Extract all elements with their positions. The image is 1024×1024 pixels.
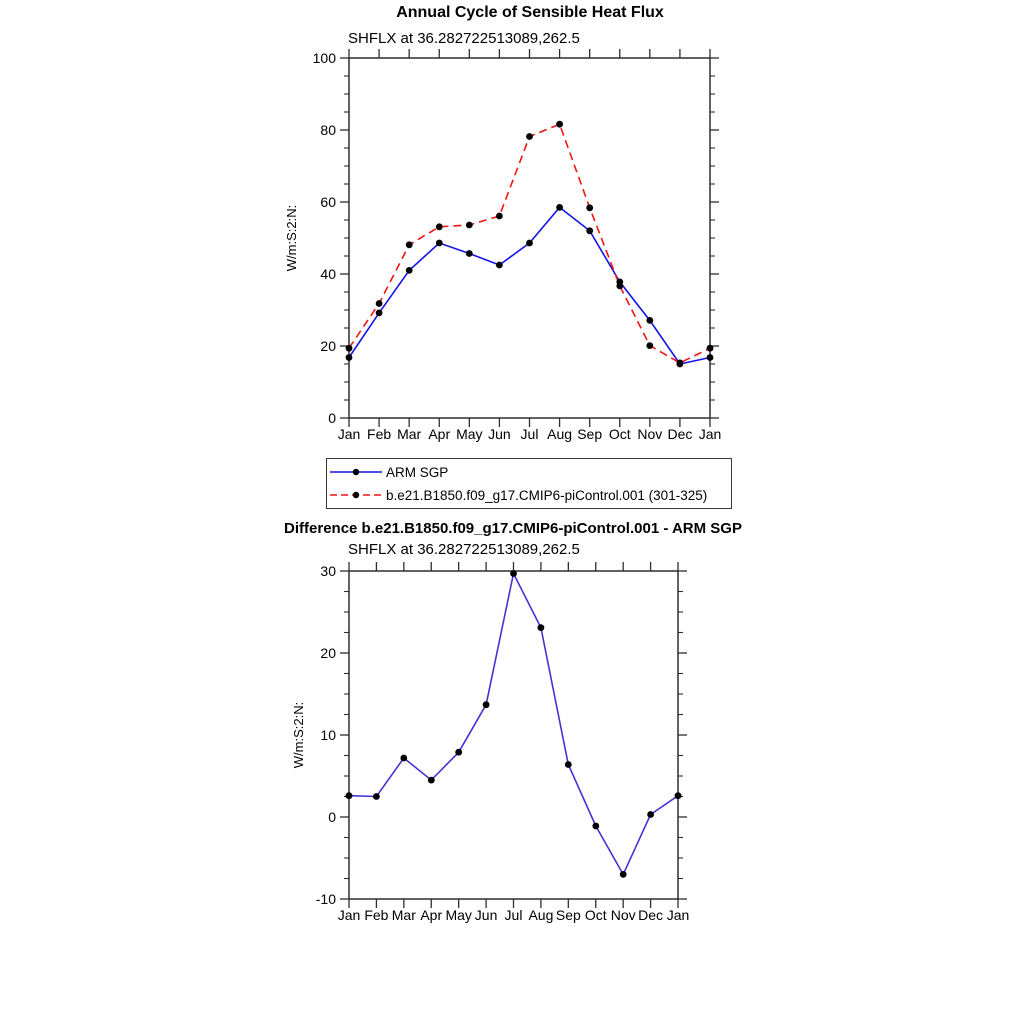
x-month-label: Oct bbox=[584, 907, 607, 923]
data-point-marker bbox=[707, 354, 714, 361]
y-tick-label: 30 bbox=[320, 562, 336, 579]
x-month-label: May bbox=[445, 907, 472, 923]
y-tick-label: 0 bbox=[328, 409, 336, 426]
solid-line-sample-icon bbox=[329, 465, 383, 479]
legend-label: b.e21.B1850.f09_g17.CMIP6-piControl.001 (301-325) bbox=[386, 487, 708, 503]
data-point-marker bbox=[466, 250, 473, 257]
data-point-marker bbox=[675, 792, 682, 799]
x-month-label: Feb bbox=[364, 907, 389, 923]
data-point-marker bbox=[646, 317, 653, 324]
y-tick-label: 40 bbox=[320, 265, 336, 282]
x-month-label: Apr bbox=[420, 907, 443, 923]
y-tick-label: 60 bbox=[320, 193, 336, 210]
data-point-marker bbox=[496, 213, 503, 220]
x-month-label: Apr bbox=[428, 426, 451, 442]
data-point-marker bbox=[565, 761, 572, 768]
data-point-marker bbox=[592, 823, 599, 830]
x-month-label: Jan bbox=[698, 426, 722, 442]
x-month-label: Sep bbox=[577, 426, 603, 442]
legend-marker-dot bbox=[353, 492, 359, 498]
data-point-marker bbox=[436, 240, 443, 247]
data-point-marker bbox=[586, 204, 593, 211]
data-point-marker bbox=[346, 345, 353, 352]
data-point-marker bbox=[466, 222, 473, 229]
x-month-label: Aug bbox=[547, 426, 573, 442]
data-point-marker bbox=[556, 121, 563, 128]
data-point-marker bbox=[620, 871, 627, 878]
data-point-marker bbox=[373, 793, 380, 800]
top-chart-subtitle: SHFLX at 36.282722513089,262.5 bbox=[348, 30, 580, 47]
data-point-marker bbox=[496, 262, 503, 269]
x-month-label: Nov bbox=[610, 907, 636, 923]
data-point-marker bbox=[376, 300, 383, 307]
x-month-label: Jan bbox=[337, 907, 361, 923]
legend-marker-dot bbox=[353, 469, 359, 475]
series-line-0 bbox=[349, 574, 678, 875]
data-point-marker bbox=[428, 777, 435, 784]
data-point-marker bbox=[510, 570, 517, 577]
data-point-marker bbox=[677, 360, 684, 367]
x-month-label: Jun bbox=[488, 426, 511, 442]
x-month-label: Aug bbox=[528, 907, 554, 923]
y-tick-label: 80 bbox=[320, 121, 336, 138]
y-tick-label: 10 bbox=[320, 726, 336, 743]
data-point-marker bbox=[406, 241, 413, 248]
data-point-marker bbox=[526, 133, 533, 140]
x-month-label: Feb bbox=[367, 426, 392, 442]
data-point-marker bbox=[526, 240, 533, 247]
data-point-marker bbox=[646, 342, 653, 349]
x-month-label: Jul bbox=[504, 907, 523, 923]
x-month-label: Dec bbox=[638, 907, 664, 923]
data-point-marker bbox=[647, 811, 654, 818]
data-point-marker bbox=[586, 227, 593, 234]
x-month-label: Mar bbox=[391, 907, 416, 923]
y-tick-label: 100 bbox=[312, 49, 336, 66]
legend-item-1 bbox=[327, 484, 731, 507]
x-month-label: Jan bbox=[666, 907, 690, 923]
plot-frame bbox=[349, 58, 710, 418]
data-point-marker bbox=[400, 755, 407, 762]
data-point-marker bbox=[483, 701, 490, 708]
data-point-marker bbox=[436, 223, 443, 230]
y-axis-title: W/m:S:2:N: bbox=[291, 701, 306, 769]
y-tick-label: -10 bbox=[315, 890, 336, 907]
bottom-chart-title: Difference b.e21.B1850.f09_g17.CMIP6-piControl.001 - ARM SGP bbox=[284, 520, 742, 537]
legend-label: ARM SGP bbox=[386, 464, 449, 480]
x-month-label: Jul bbox=[520, 426, 539, 442]
y-tick-label: 20 bbox=[320, 337, 336, 354]
data-point-marker bbox=[538, 624, 545, 631]
data-point-marker bbox=[376, 310, 383, 317]
bottom-chart-subtitle: SHFLX at 36.282722513089,262.5 bbox=[348, 541, 580, 558]
series-line-0 bbox=[349, 207, 710, 364]
data-point-marker bbox=[707, 345, 714, 352]
x-month-label: Jun bbox=[474, 907, 498, 923]
x-month-label: Oct bbox=[608, 426, 631, 442]
legend-item-0 bbox=[327, 461, 731, 484]
data-point-marker bbox=[556, 204, 563, 211]
y-tick-label: 20 bbox=[320, 644, 336, 661]
data-point-marker bbox=[455, 749, 462, 756]
top-chart-title: Annual Cycle of Sensible Heat Flux bbox=[396, 4, 664, 21]
dashed-line-sample-icon bbox=[329, 488, 383, 502]
data-point-marker bbox=[616, 283, 623, 290]
data-point-marker bbox=[406, 267, 413, 274]
plot-frame bbox=[349, 571, 678, 899]
y-axis-title: W/m:S:2:N: bbox=[284, 204, 299, 272]
x-month-label: Sep bbox=[555, 907, 581, 923]
x-month-label: Nov bbox=[637, 426, 663, 442]
x-month-label: Dec bbox=[667, 426, 693, 442]
data-point-marker bbox=[346, 792, 353, 799]
x-month-label: May bbox=[456, 426, 483, 442]
y-tick-label: 0 bbox=[328, 808, 336, 825]
legend bbox=[326, 458, 732, 509]
x-month-label: Mar bbox=[397, 426, 422, 442]
x-month-label: Jan bbox=[337, 426, 361, 442]
data-point-marker bbox=[346, 354, 353, 361]
